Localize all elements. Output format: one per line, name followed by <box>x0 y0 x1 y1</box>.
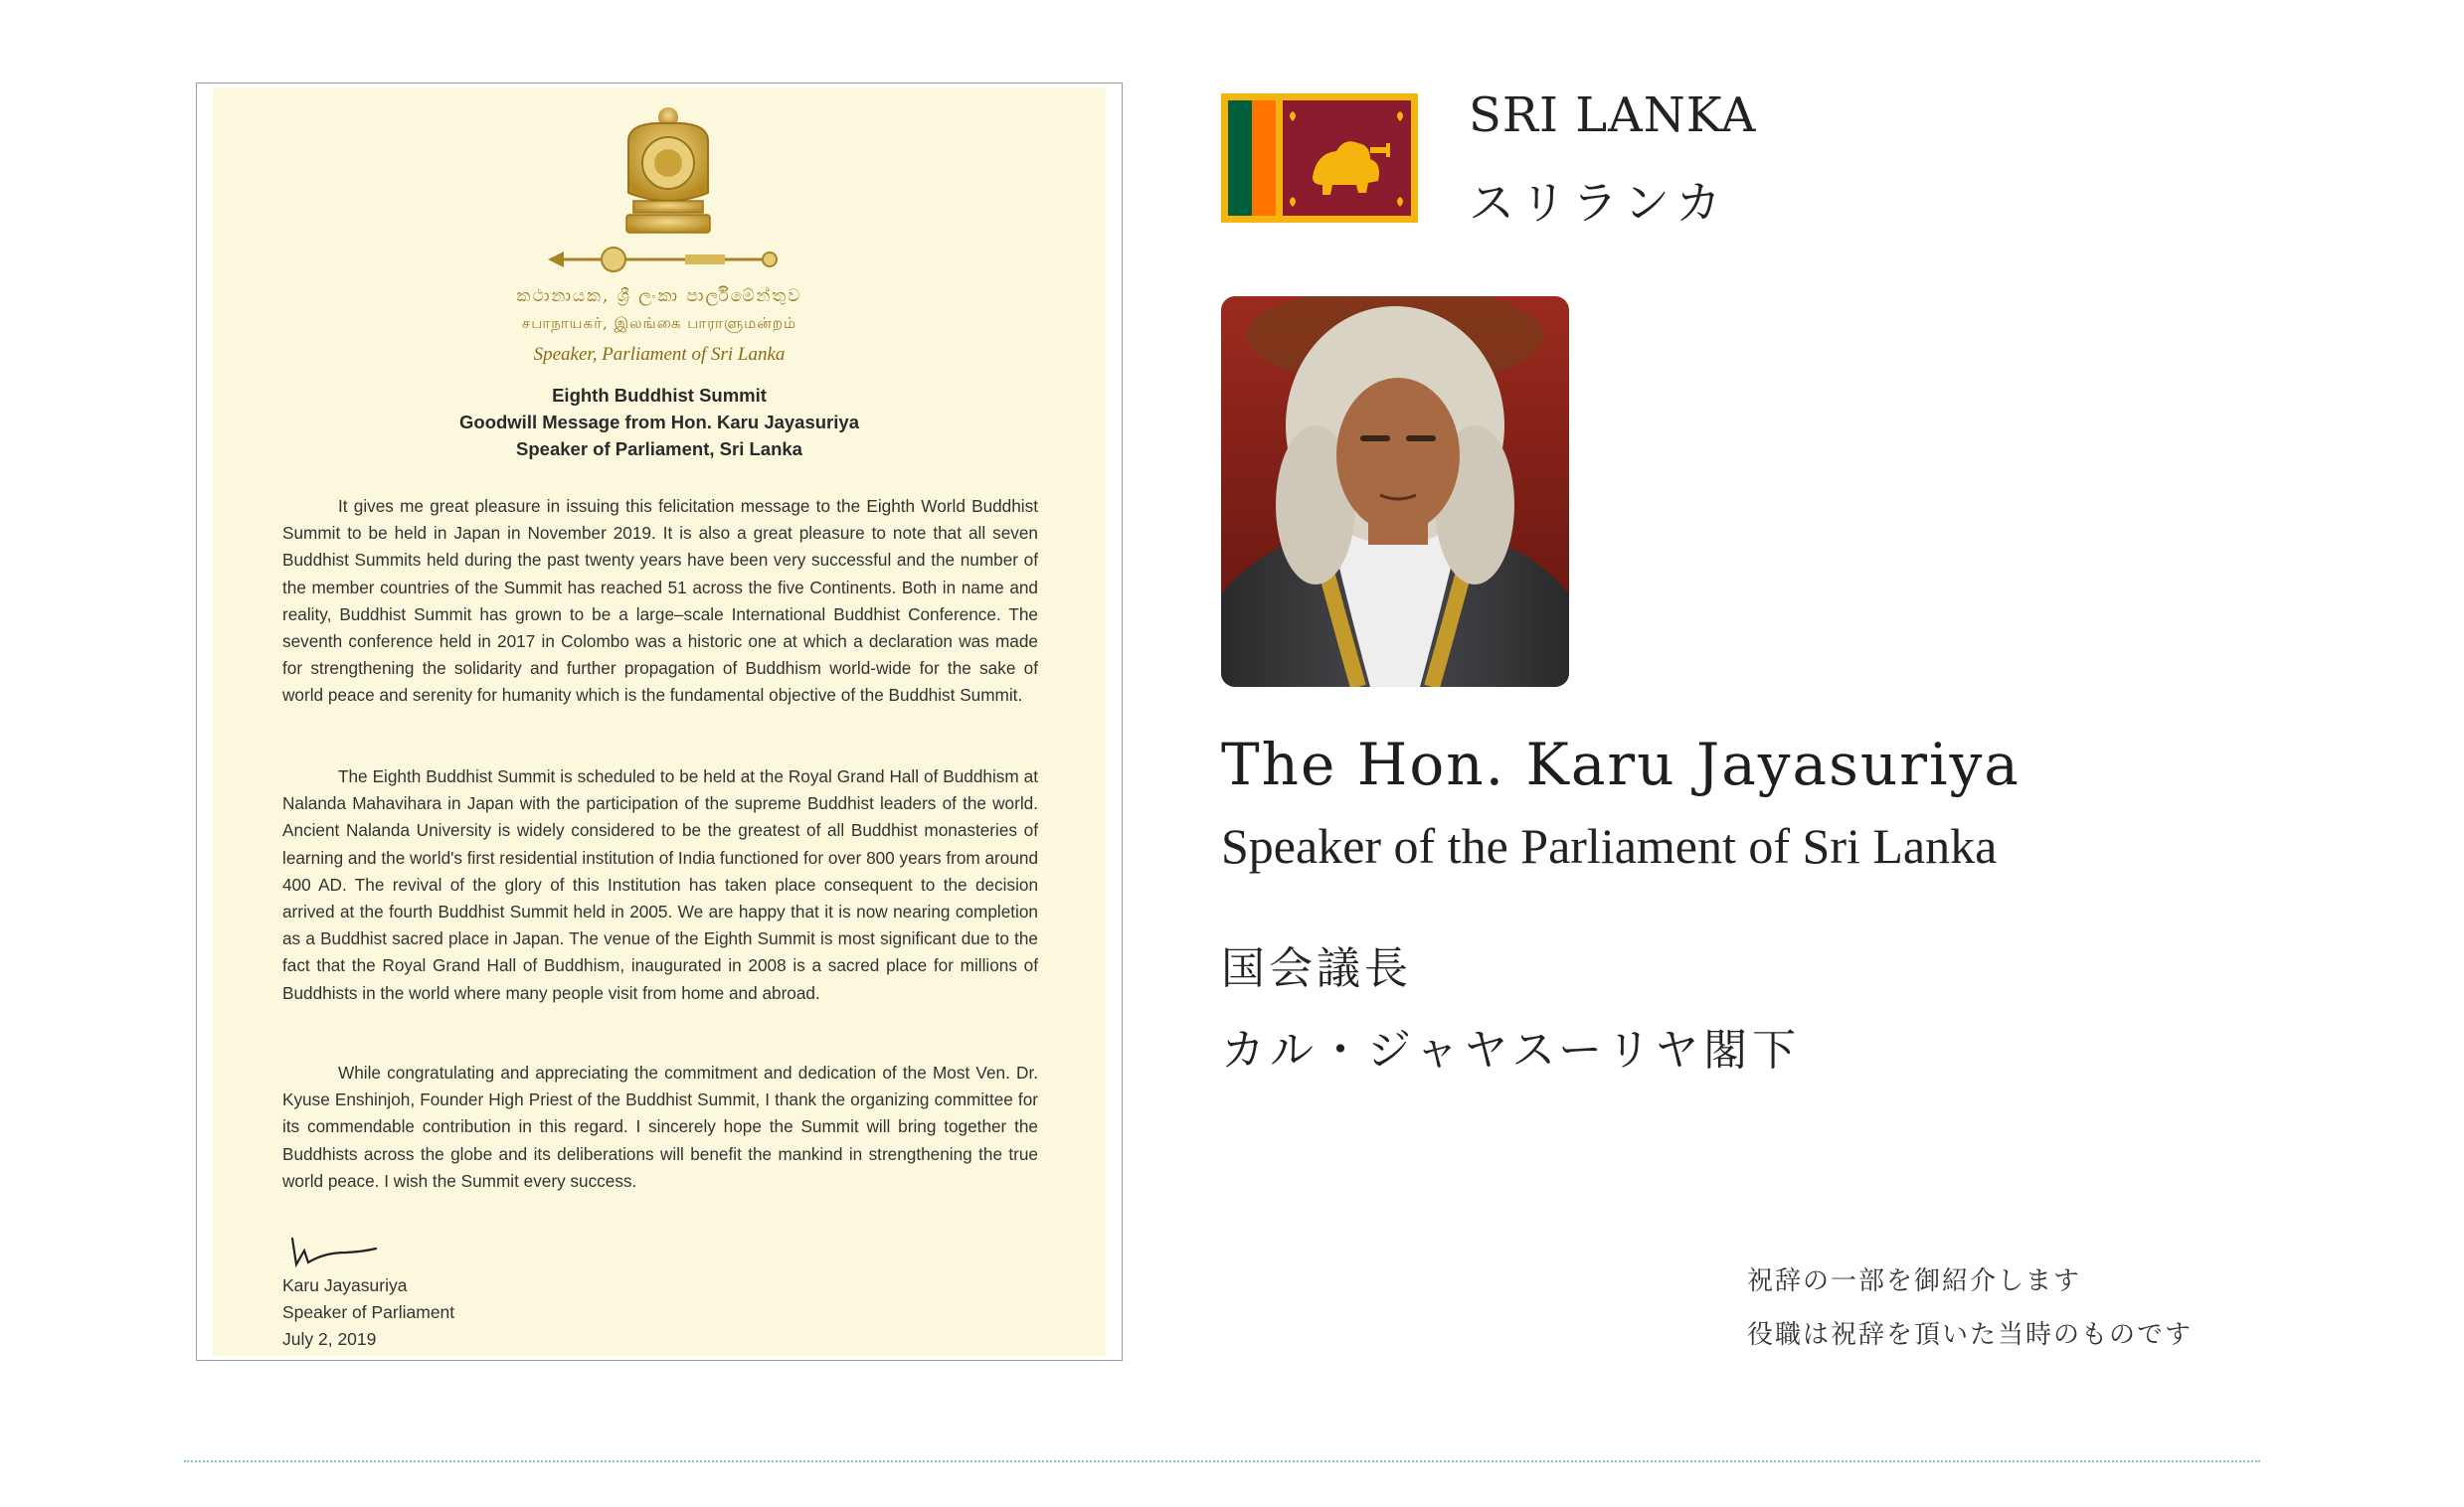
signature-icon <box>284 1231 384 1270</box>
letter-heading-line1: Eighth Buddhist Summit <box>552 385 767 406</box>
letter-heading-line2: Goodwill Message from Hon. Karu Jayasuriya <box>459 412 859 432</box>
person-title-en: Speaker of the Parliament of Sri Lanka <box>1221 818 1998 874</box>
letter-paragraph-2: The Eighth Buddhist Summit is scheduled to be held at the Royal Grand Hall of Buddhism at Nalanda Mahavihara in Japan with the participation of the supreme Buddhist leaders of the world. Ancient Nalanda University is widely considered to be the greatest of all Buddhist monasteries of learning and the world's first residential institution of India functioned for over 800 years from around 400 AD. The revival of the glory of this Institution has taken place consequent to the decision arrived at the fourth Buddhist Summit held in 2005. We are happy that it is now nearing completion as a Buddhist sacred place in Japan. The venue of the Eighth Summit is most significant due to the fact that the Royal Grand Hall of Buddhism, inaugurated in 2008 is a sacred place for millions of Buddhists in the world where many people visit from home and abroad. <box>282 766 1038 1003</box>
portrait-photo <box>1221 296 1569 687</box>
letter-heading <box>213 382 1106 462</box>
person-title-ja: 国会議長 <box>1221 943 1412 994</box>
letterhead-english: Speaker, Parliament of Sri Lanka <box>533 344 786 365</box>
letter-paragraph-3: While congratulating and appreciating the commitment and dedication of the Most Ven. Dr. Kyuse Enshinjoh, Founder High Priest of the Buddhist Summit, I thank the organizing committee for its commendable contribution in this regard. I sincerely hope the Summit will bring together the Buddhists across the globe and its deliberations will benefit the mankind in strengthening the true world peace. I wish the Summit every success. <box>282 1063 1038 1191</box>
section-divider <box>184 1460 2260 1462</box>
emblem-crest-icon <box>609 101 728 241</box>
footnote <box>1747 1255 2193 1362</box>
country-name-ja: スリランカ <box>1469 176 1727 230</box>
letter-paper <box>213 87 1106 1356</box>
signature-block <box>282 1272 454 1353</box>
mace-emblem-icon <box>546 242 785 277</box>
footnote-line1: 祝辞の一部を御紹介します <box>1747 1266 2082 1296</box>
letter-date: July 2, 2019 <box>282 1329 377 1349</box>
person-name-en: The Hon. Karu Jayasuriya <box>1221 731 2021 798</box>
person-name-ja: カル・ジャヤスーリヤ閣下 <box>1221 1025 1802 1076</box>
footnote-line2: 役職は祝辞を頂いた当時のものです <box>1747 1320 2194 1350</box>
sri-lanka-flag-icon <box>1221 93 1418 223</box>
signatory-name: Karu Jayasuriya <box>282 1275 408 1295</box>
country-name-en: SRI LANKA <box>1469 87 1757 143</box>
letterhead-sinhala: කථානායක, ශ්‍රී ලංකා පාර්ලිමේන්තුව <box>516 286 802 306</box>
letter-image <box>196 83 1123 1361</box>
signatory-title: Speaker of Parliament <box>282 1302 455 1322</box>
letterhead-tamil: சபாநாயகர், இலங்கை பாராளுமன்றம் <box>521 314 797 332</box>
letter-paragraph-1: It gives me great pleasure in issuing this felicitation message to the Eighth World Buddhist Summit to be held in Japan in November 2019. It is also a great pleasure to note that all seven Buddhist Summits held during the past twenty years have been very successful and the number of the member countries of the Summit has reached 51 across the five Continents. Both in name and reality, Buddhist Summit has grown to be a large–scale International Buddhist Conference. The seventh conference held in 2017 in Colombo was a historic one at which a declaration was made for strengthening the solidarity and further propagation of Buddhism world-wide for the sake of world peace and serenity for humanity which is the fundamental objective of the Buddhist Summit. <box>282 496 1038 706</box>
letter-heading-line3: Speaker of Parliament, Sri Lanka <box>516 438 802 459</box>
